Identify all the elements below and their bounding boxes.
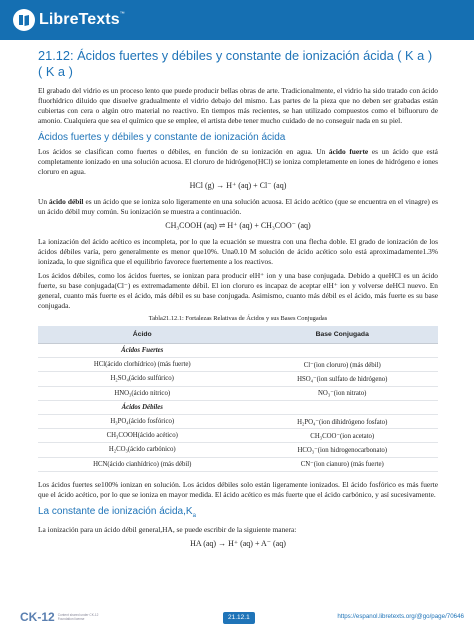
base-cell: NO₃⁻(ion nitrato) [246,386,438,400]
base-cell: HSO₄⁻(ion sulfato de hidrógeno) [246,372,438,386]
text-span: es un ácido que está completamente ionizado en una solución acuosa. El cloruro de hidrógeno(HCl) se ioniza completamente en iones de hidrógeno e iones cloruro en agua. [38,147,438,176]
heading-subscript: a [192,512,196,519]
strong-acid-paragraph [38,147,438,177]
table-body [38,344,438,472]
base-cell [246,344,438,358]
ck12-tagline: Content shared under CK-12 Foundation license [57,613,99,621]
section-heading-ka [38,506,438,522]
column-header-base: Base Conjugada [246,326,438,344]
table-row [38,429,438,443]
acid-cell: H₃PO₄(ácido fosfórico) [38,414,246,428]
table-group-row [38,344,438,358]
table-group-row [38,400,438,414]
table-row [38,443,438,457]
acid-cell: HCl(ácido clorhídrico) (más fuerte) [38,358,246,372]
base-cell: H₂PO₄⁻(ion dihidrógeno fosfato) [246,414,438,428]
trademark-mark: ™ [119,11,125,17]
term-weak-acid: ácido débil [49,197,84,206]
article-content [38,48,438,555]
ck12-brand: CK-12 [20,610,55,624]
base-cell: Cl⁻(ion cloruro) (más débil) [246,358,438,372]
strength-summary-paragraph: Los ácidos fuertes se100% ionizan en solución. Los ácidos débiles solo están ligeramente ionizados. El ácido fosfórico es más fuerte que el ácido acético, por lo que se ioniza en mayor medida. El ácido acético es más fuerte que el ácido carbónico, y así sucesivamente. [38,479,438,499]
base-cell: CH₃COO⁻(ion acetato) [246,429,438,443]
table-row [38,414,438,428]
ionization-paragraph: La ionización del ácido acético es incompleta, por lo que la ecuación se muestra con una flecha doble. El grado de ionización de los ácidos débiles varía, pero generalmente es menor que10%. Una0.10 M solución de ácido acético solo está aproximadamente1.3% ionizada, lo que significa que el equilibrio favorece fuertemente a los reactivos. [38,237,438,266]
acid-cell: HCN(ácido cianhídrico) (más débil) [38,457,246,471]
group-label-cell: Ácidos Débiles [38,400,246,414]
table-row [38,358,438,372]
section-heading-strong-weak: Ácidos fuertes y débiles y constante de ionización ácida [38,132,286,143]
table-row [38,386,438,400]
general-ionization-paragraph: La ionización para un ácido débil general,HA, se puede escribir de la siguiente manera: [38,524,297,534]
equation-ha: HA (aq) → H⁺ (aq) + A⁻ (aq) [190,538,286,548]
acid-cell: H₂CO₃(ácido carbónico) [38,443,246,457]
header-bar [0,0,474,40]
libretexts-logo-icon [12,8,36,32]
conjugate-base-paragraph: Los ácidos débiles, como los ácidos fuertes, se ionizan para producir elH⁺ ion y una base conjugada. Debido a queHCl es un ácido fuerte, su base conjugada(Cl⁻) es extremadamente débil. El ion cloruro es incapaz de aceptar elH⁺ ion y volverse deHCl nuevo. En general, cuanto más fuerte es el ácido, más débil es su base conjugada. Asimismo, cuanto más débil es el ácido, más fuerte es su base conjugada. [38,271,438,310]
heading-text: La constante de ionización ácida,K [38,505,193,517]
page-url-link[interactable]: https://espanol.libretexts.org/@go/page/70646 [337,613,464,620]
base-cell: HCO₃⁻(ion hidrogenocarbonato) [246,443,438,457]
acid-cell: H₂SO₄(ácido sulfúrico) [38,372,246,386]
intro-paragraph: El grabado del vidrio es un proceso lento que puede producir bellas obras de arte. Tradicionalmente, el vidrio ha sido tratado con ácido fluorhídrico diluido que disuelve gradualmente el vidrio debajo del mismo. Las partes de la pieza que no deben ser grabadas están cubiertas con cera o algún otro material no reactivo. En tiempos más recientes, se han utilizado compuestos como el bifluoruro de amonio. Cualquiera que sea el químico que se emplee, el artista debe tener mucho cuidado de no conseguir nada en su piel. [38,86,438,125]
column-header-acid: Ácido [38,326,246,344]
acid-cell: HNO₃(ácido nítrico) [38,386,246,400]
term-strong-acid: ácido fuerte [328,147,369,156]
ck12-logo[interactable] [20,610,102,624]
equation-hcl: HCl (g) → H⁺ (aq) + Cl⁻ (aq) [189,181,287,190]
group-label-cell: Ácidos Fuertes [38,344,246,358]
table-caption: Tabla21.12.1: Fortalezas Relativas de Ácidos y sus Bases Conjugadas [148,315,328,322]
brand-name: LibreTexts [39,11,120,28]
libretexts-logo[interactable] [12,8,125,32]
page-title: 21.12: Ácidos fuertes y débiles y constante de ionización ácida ( K a ) ( K a ) [38,48,433,79]
base-cell [246,400,438,414]
footer-bar [0,606,474,632]
table-header-row [38,326,438,344]
text-span: es un ácido que se ioniza solo ligeramente en una solución acuosa. El ácido acético (que se encuentra en el vinagre) es un ácido débil muy común. Su ionización se muestra a continuación. [38,197,438,216]
page-number-badge: 21.12.1 [223,612,255,624]
weak-acid-paragraph [38,197,438,217]
text-span: Los ácidos se clasifican como fuertes o débiles, en función de su ionización en agua. Un [38,147,326,156]
equation-acetic: CH₃COOH (aq) ⇌ H⁺ (aq) + CH₃COO⁻ (aq) [165,221,311,230]
base-cell: CN⁻(ion cianuro) (más fuerte) [246,457,438,471]
table-row [38,372,438,386]
text-span: Un [38,197,48,206]
acid-cell: CH₃COOH(ácido acético) [38,429,246,443]
acid-strength-table [38,326,438,472]
table-row [38,457,438,471]
